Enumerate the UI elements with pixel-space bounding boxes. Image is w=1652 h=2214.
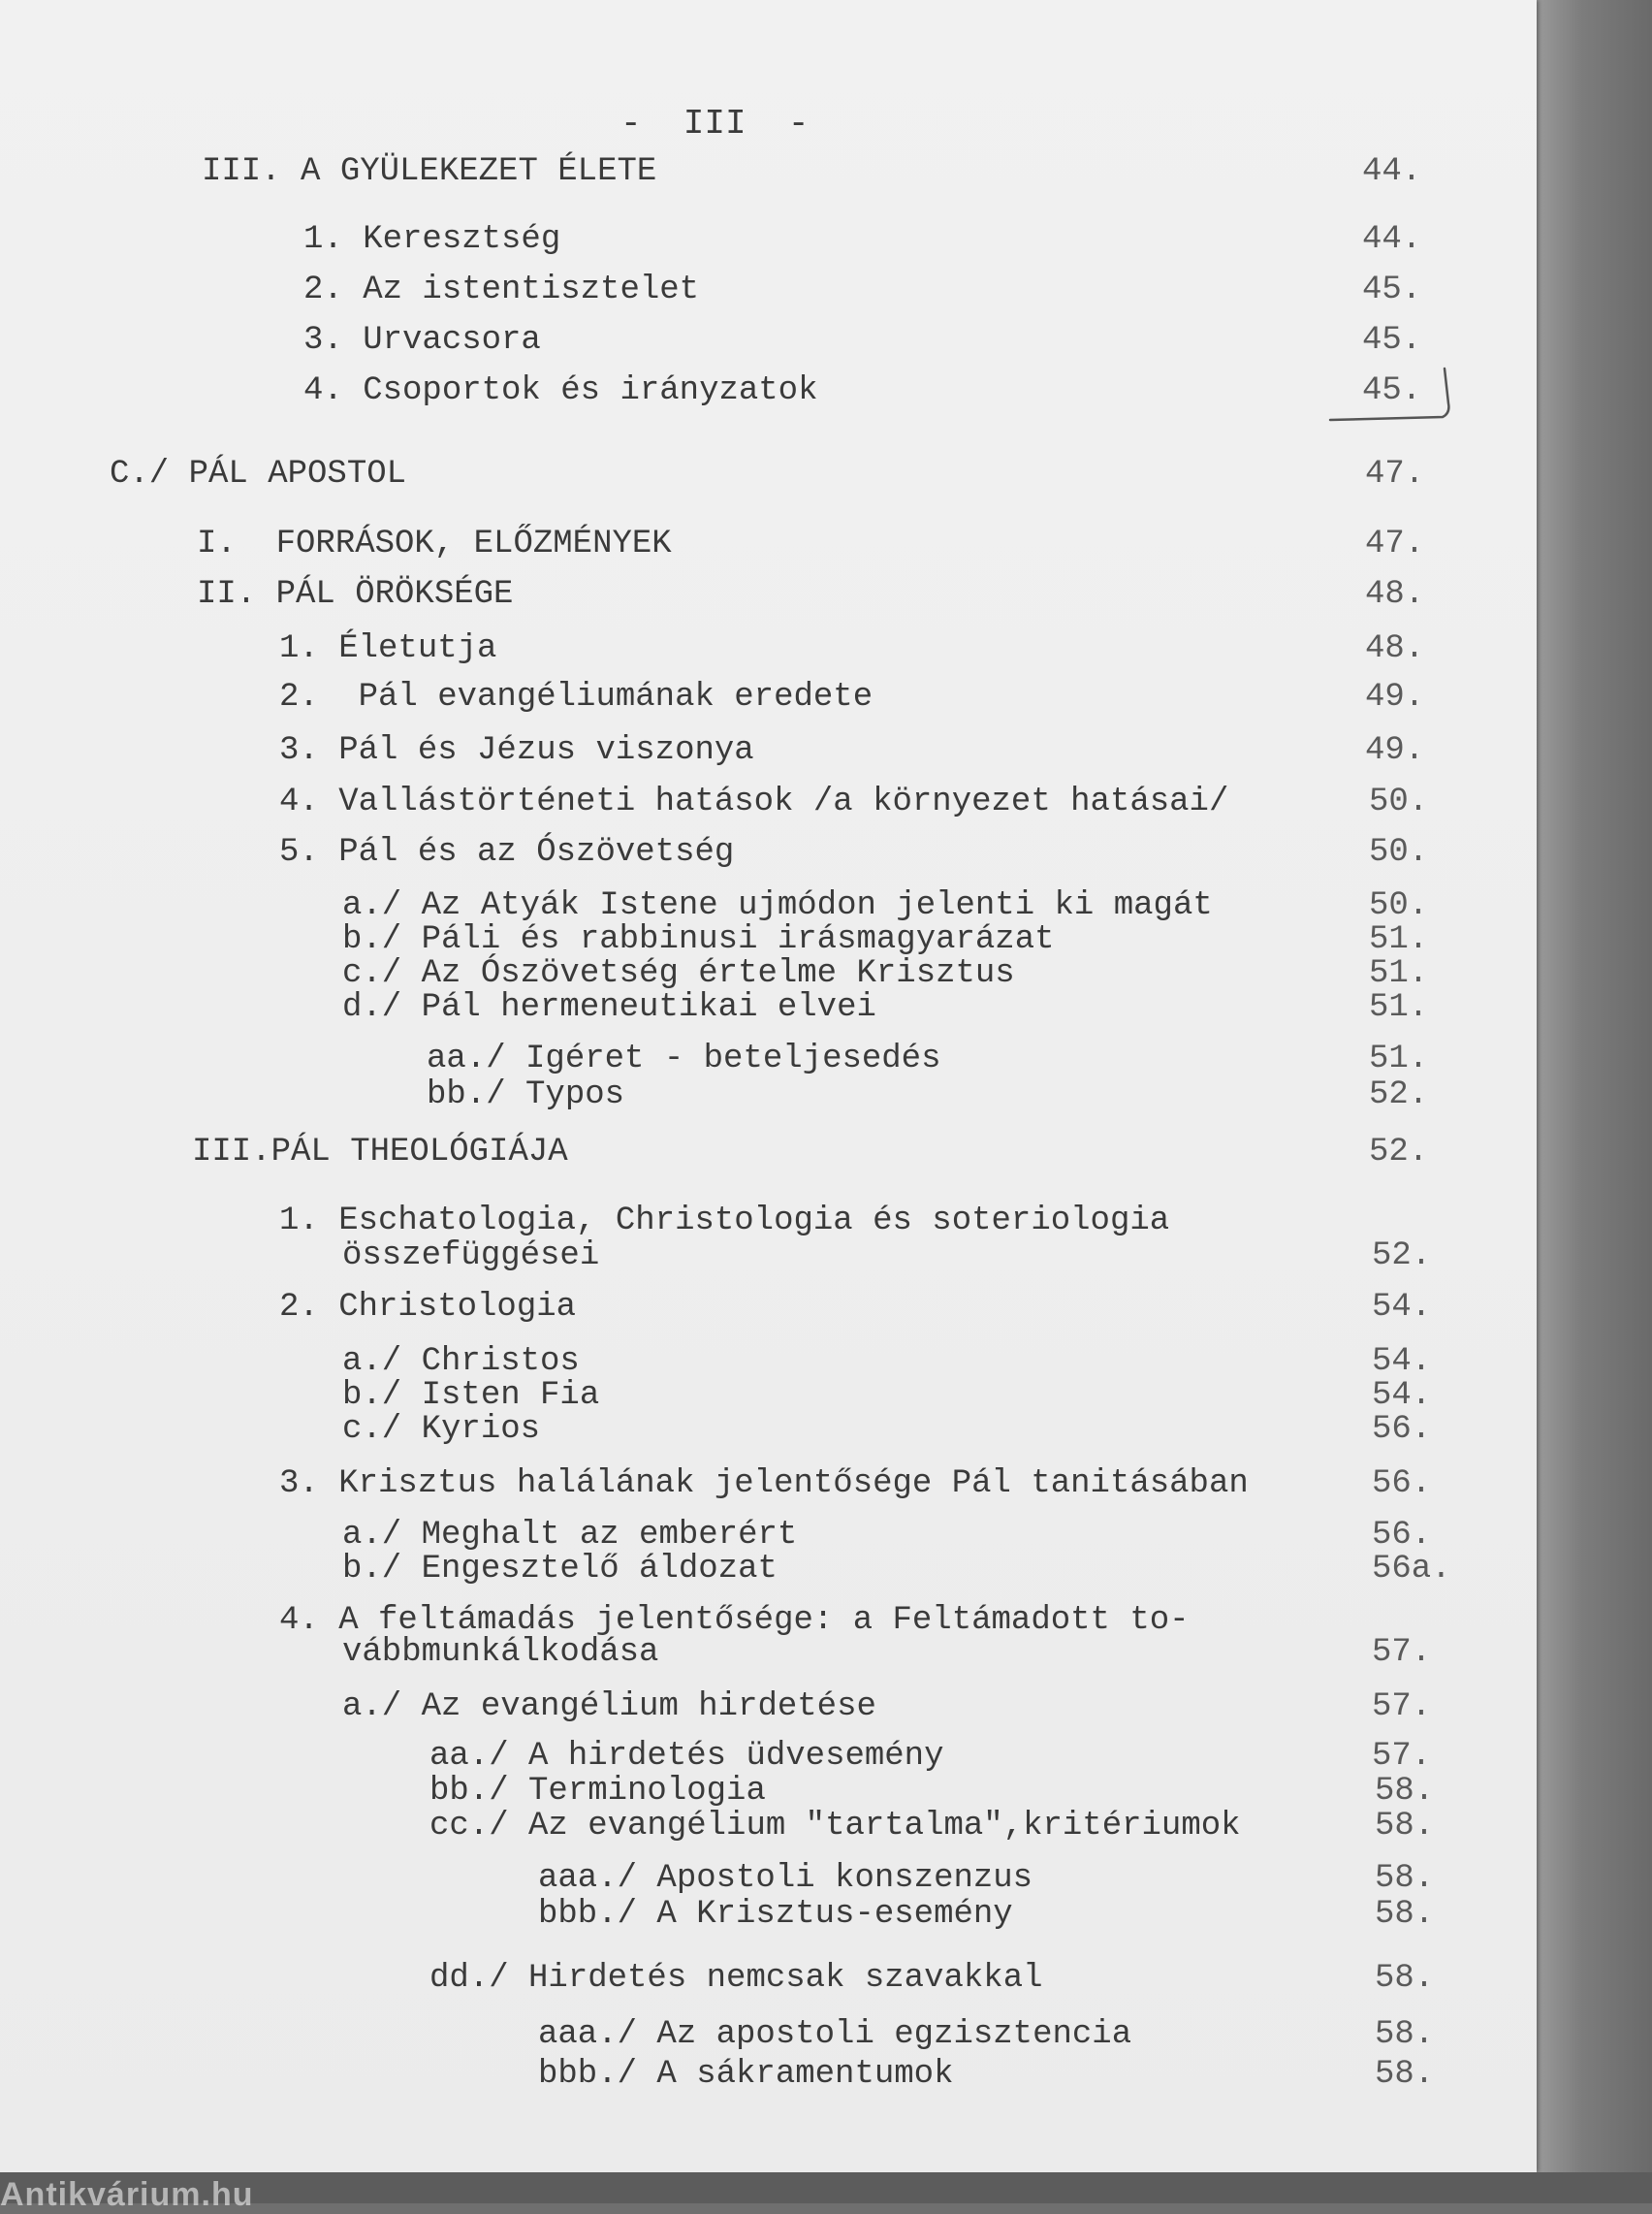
toc-entry-text: a./ Christos	[342, 1343, 580, 1380]
toc-entry-text: III.PÁL THEOLÓGIÁJA	[192, 1134, 568, 1171]
toc-entry-text: összefüggései	[342, 1237, 600, 1274]
toc-entry-page: 45.	[1362, 272, 1422, 308]
toc-entry-page: 48.	[1365, 630, 1425, 667]
toc-entry-page: 52.	[1369, 1076, 1429, 1113]
toc-entry-page: 51.	[1369, 1041, 1429, 1077]
toc-entry-text: 2. Az istentisztelet	[303, 272, 700, 308]
toc-entry-text: I. FORRÁSOK, ELŐZMÉNYEK	[197, 526, 672, 562]
toc-entry-page: 57.	[1372, 1688, 1432, 1725]
toc-entry-page: 57.	[1372, 1738, 1432, 1775]
toc-entry-text: aa./ Igéret - beteljesedés	[427, 1041, 941, 1077]
toc-entry-page: 58.	[1375, 1808, 1435, 1845]
toc-entry-page: 47.	[1365, 456, 1425, 493]
toc-entry-page: 48.	[1365, 576, 1425, 613]
toc-entry-page: 50.	[1369, 834, 1429, 871]
toc-entry-text: 2. Pál evangéliumának eredete	[279, 679, 874, 716]
toc-entry-text: C./ PÁL APOSTOL	[110, 456, 407, 493]
toc-entry-text: 1. Életutja	[279, 630, 497, 667]
toc-entry-page: 45.	[1362, 322, 1422, 359]
toc-entry-page: 58.	[1375, 1960, 1435, 1997]
toc-entry-text: 1. Eschatologia, Christologia és soteriologia	[279, 1203, 1170, 1239]
toc-entry-page: 58.	[1375, 2056, 1435, 2093]
toc-entry-page: 51.	[1369, 955, 1429, 992]
toc-entry-text: c./ Az Ószövetség értelme Krisztus	[342, 955, 1015, 992]
toc-entry-text: bbb./ A sákramentumok	[538, 2056, 954, 2093]
toc-entry-page: 58.	[1375, 1896, 1435, 1933]
toc-entry-text: 5. Pál és az Ószövetség	[279, 834, 735, 871]
toc-entry-text: aaa./ Az apostoli egzisztencia	[538, 2016, 1132, 2053]
toc-entry-text: 4. Vallástörténeti hatások /a környezet hatásai/	[279, 784, 1229, 820]
toc-entry-page: 49.	[1365, 679, 1425, 716]
toc-entry-page: 54.	[1372, 1377, 1432, 1414]
toc-entry-page: 49.	[1365, 732, 1425, 769]
toc-entry-page: 50.	[1369, 784, 1429, 820]
toc-entry-text: 3. Pál és Jézus viszonya	[279, 732, 754, 769]
toc-entry-page: 51.	[1369, 921, 1429, 958]
scanner-edge-strip	[1537, 0, 1652, 2203]
toc-entry-text: 4. Csoportok és irányzatok	[303, 372, 818, 409]
toc-entry-text: aaa./ Apostoli konszenzus	[538, 1860, 1033, 1897]
toc-entry-text: a./ Meghalt az emberért	[342, 1517, 798, 1554]
toc-entry-page: 56.	[1372, 1517, 1432, 1554]
toc-entry-text: 3. Krisztus halálának jelentősége Pál tanitásában	[279, 1465, 1249, 1502]
toc-entry-page: 51.	[1369, 989, 1429, 1026]
toc-entry-text: b./ Páli és rabbinusi irásmagyarázat	[342, 921, 1055, 958]
toc-entry-text: b./ Engesztelő áldozat	[342, 1551, 778, 1588]
toc-entry-page: 58.	[1375, 2016, 1435, 2053]
toc-entry-page: 56.	[1372, 1411, 1432, 1448]
toc-entry-page: 45.	[1362, 372, 1422, 409]
watermark: Antikvárium.hu	[0, 2176, 254, 2213]
toc-entry-text: 3. Urvacsora	[303, 322, 541, 359]
toc-entry-text: bbb./ A Krisztus-esemény	[538, 1896, 1013, 1933]
toc-entry-text: cc./ Az evangélium "tartalma",kritériumok	[429, 1808, 1241, 1845]
toc-entry-page: 58.	[1375, 1860, 1435, 1897]
toc-entry-text: II. PÁL ÖRÖKSÉGE	[197, 576, 514, 613]
toc-entry-text: vábbmunkálkodása	[342, 1634, 659, 1671]
toc-entry-text: 2. Christologia	[279, 1289, 577, 1326]
toc-entry-text: c./ Kyrios	[342, 1411, 541, 1448]
toc-entry-page: 50.	[1369, 887, 1429, 924]
toc-entry-text: aa./ A hirdetés üdvesemény	[429, 1738, 944, 1775]
toc-entry-text: bb./ Terminologia	[429, 1773, 766, 1810]
toc-entry-page: 52.	[1372, 1237, 1432, 1274]
toc-entry-text: a./ Az Atyák Istene ujmódon jelenti ki magát	[342, 887, 1213, 924]
toc-entry-text: d./ Pál hermeneutikai elvei	[342, 989, 876, 1026]
toc-entry-page: 52.	[1369, 1134, 1429, 1171]
toc-entry-text: b./ Isten Fia	[342, 1377, 600, 1414]
toc-entry-page: 58.	[1375, 1773, 1435, 1810]
toc-entry-page: 57.	[1372, 1634, 1432, 1671]
toc-entry-text: dd./ Hirdetés nemcsak szavakkal	[429, 1960, 1043, 1997]
toc-entry-page: 56a.	[1372, 1551, 1451, 1588]
toc-entry-page: 54.	[1372, 1343, 1432, 1380]
toc-entry-text: bb./ Typos	[427, 1076, 625, 1113]
toc-entry-text: 1. Keresztség	[303, 221, 561, 258]
toc-entry-page: 44.	[1362, 221, 1422, 258]
toc-entry-page: 44.	[1362, 153, 1422, 190]
toc-entry-page: 54.	[1372, 1289, 1432, 1326]
toc-entry-text: a./ Az evangélium hirdetése	[342, 1688, 876, 1725]
toc-entry-page: 47.	[1365, 526, 1425, 562]
page-header-number: - III -	[620, 104, 810, 144]
toc-entry-text: III. A GYÜLEKEZET ÉLETE	[202, 153, 657, 190]
toc-entry-page: 56.	[1372, 1465, 1432, 1502]
toc-entry-text: 4. A feltámadás jelentősége: a Feltámadott to-	[279, 1602, 1190, 1639]
